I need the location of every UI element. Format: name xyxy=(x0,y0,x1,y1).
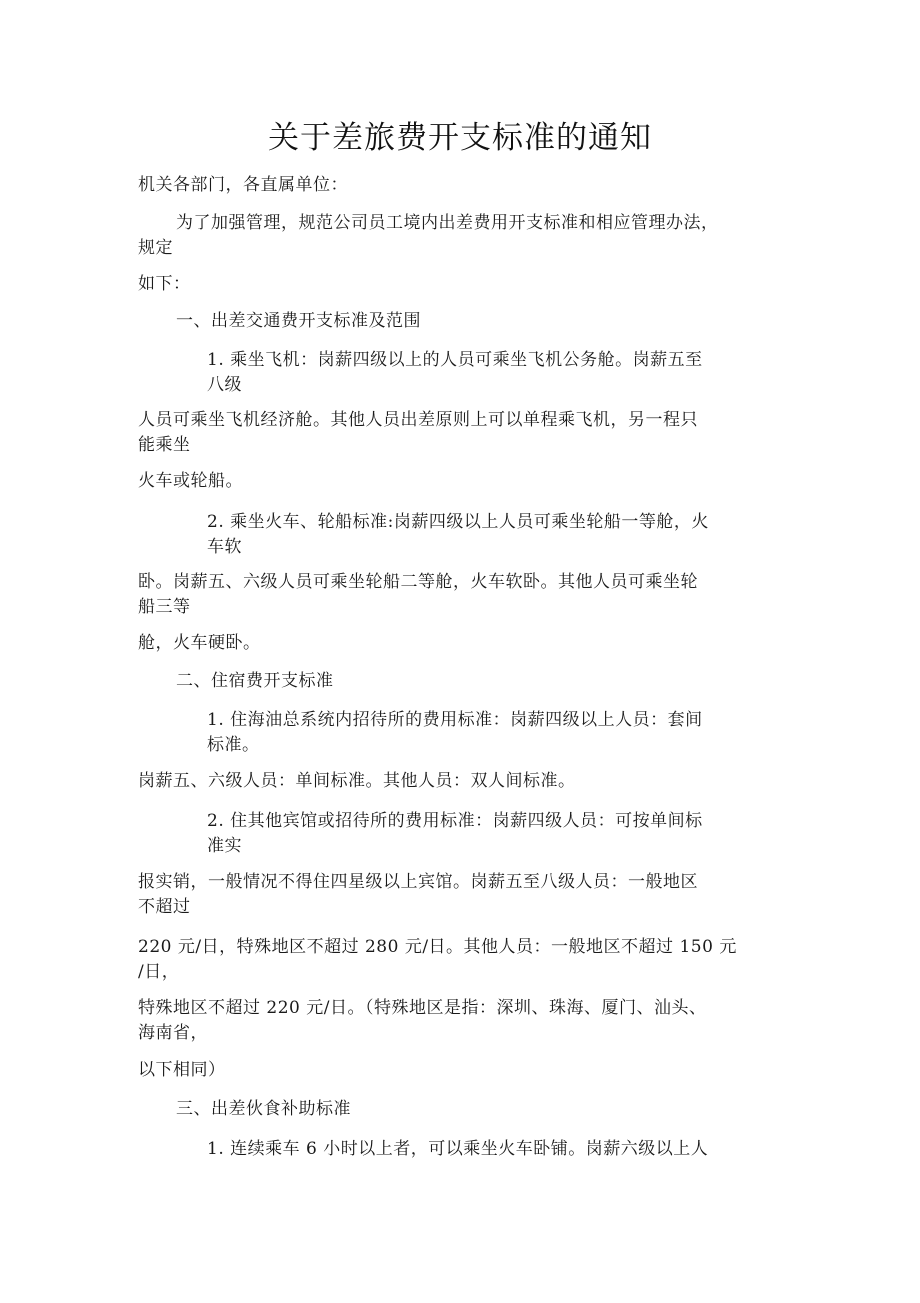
section-1-item-2-line-1: 2. 乘坐火车、轮船标准:岗薪四级以上人员可乘坐轮船一等舱，火 xyxy=(207,512,709,532)
section-2-item-2-line-1: 2. 住其他宾馆或招待所的费用标准：岗薪四级人员：可按单间标 xyxy=(207,811,703,831)
section-1-item-1-line-4: 能乘坐 xyxy=(138,435,191,455)
section-2-item-2-line-6: /日， xyxy=(138,962,180,982)
intro-line-2: 规定 xyxy=(138,238,173,258)
section-1-item-1-line-5: 火车或轮船。 xyxy=(138,471,243,491)
intro-line-3: 如下： xyxy=(138,274,191,294)
section-1-item-2-line-2: 车软 xyxy=(207,537,242,557)
section-2-heading: 二、住宿费开支标准 xyxy=(176,671,334,691)
document-title: 关于差旅费开支标准的通知 xyxy=(268,120,652,156)
section-2-item-2-line-5: 220 元/日，特殊地区不超过 280 元/日。其他人员：一般地区不超过 150 元 xyxy=(138,937,737,957)
section-3-heading: 三、出差伙食补助标准 xyxy=(176,1099,351,1119)
section-1-item-1-line-2: 八级 xyxy=(207,375,242,395)
section-3-item-1-line-1: 1. 连续乘车 6 小时以上者，可以乘坐火车卧铺。岗薪六级以上人 xyxy=(207,1139,709,1159)
section-2-item-1-line-2: 标准。 xyxy=(207,735,260,755)
section-2-item-1-line-3: 岗薪五、六级人员：单间标准。其他人员：双人间标准。 xyxy=(138,771,576,791)
section-2-item-2-line-9: 以下相同） xyxy=(138,1060,226,1080)
intro-line-1: 为了加强管理，规范公司员工境内出差费用开支标准和相应管理办法， xyxy=(176,213,719,233)
section-1-item-1-line-3: 人员可乘坐飞机经济舱。其他人员出差原则上可以单程乘飞机，另一程只 xyxy=(138,410,698,430)
section-1-item-2-line-5: 舱，火车硬卧。 xyxy=(138,633,261,653)
section-1-item-1-line-1: 1. 乘坐飞机：岗薪四级以上的人员可乘坐飞机公务舱。岗薪五至 xyxy=(207,350,703,370)
section-1-item-2-line-3: 卧。岗薪五、六级人员可乘坐轮船二等舱，火车软卧。其他人员可乘坐轮 xyxy=(138,572,698,592)
salutation: 机关各部门，各直属单位： xyxy=(138,175,348,195)
section-2-item-1-line-1: 1. 住海油总系统内招待所的费用标准：岗薪四级以上人员：套间 xyxy=(207,710,703,730)
section-2-item-2-line-4: 不超过 xyxy=(138,897,191,917)
section-1-heading: 一、出差交通费开支标准及范围 xyxy=(176,311,421,331)
section-1-item-2-line-4: 船三等 xyxy=(138,597,191,617)
section-2-item-2-line-8: 海南省， xyxy=(138,1023,208,1043)
section-2-item-2-line-3: 报实销，一般情况不得住四星级以上宾馆。岗薪五至八级人员：一般地区 xyxy=(138,872,698,892)
section-2-item-2-line-2: 准实 xyxy=(207,836,242,856)
section-2-item-2-line-7: 特殊地区不超过 220 元/日。（特殊地区是指：深圳、珠海、厦门、汕头、 xyxy=(138,998,707,1018)
